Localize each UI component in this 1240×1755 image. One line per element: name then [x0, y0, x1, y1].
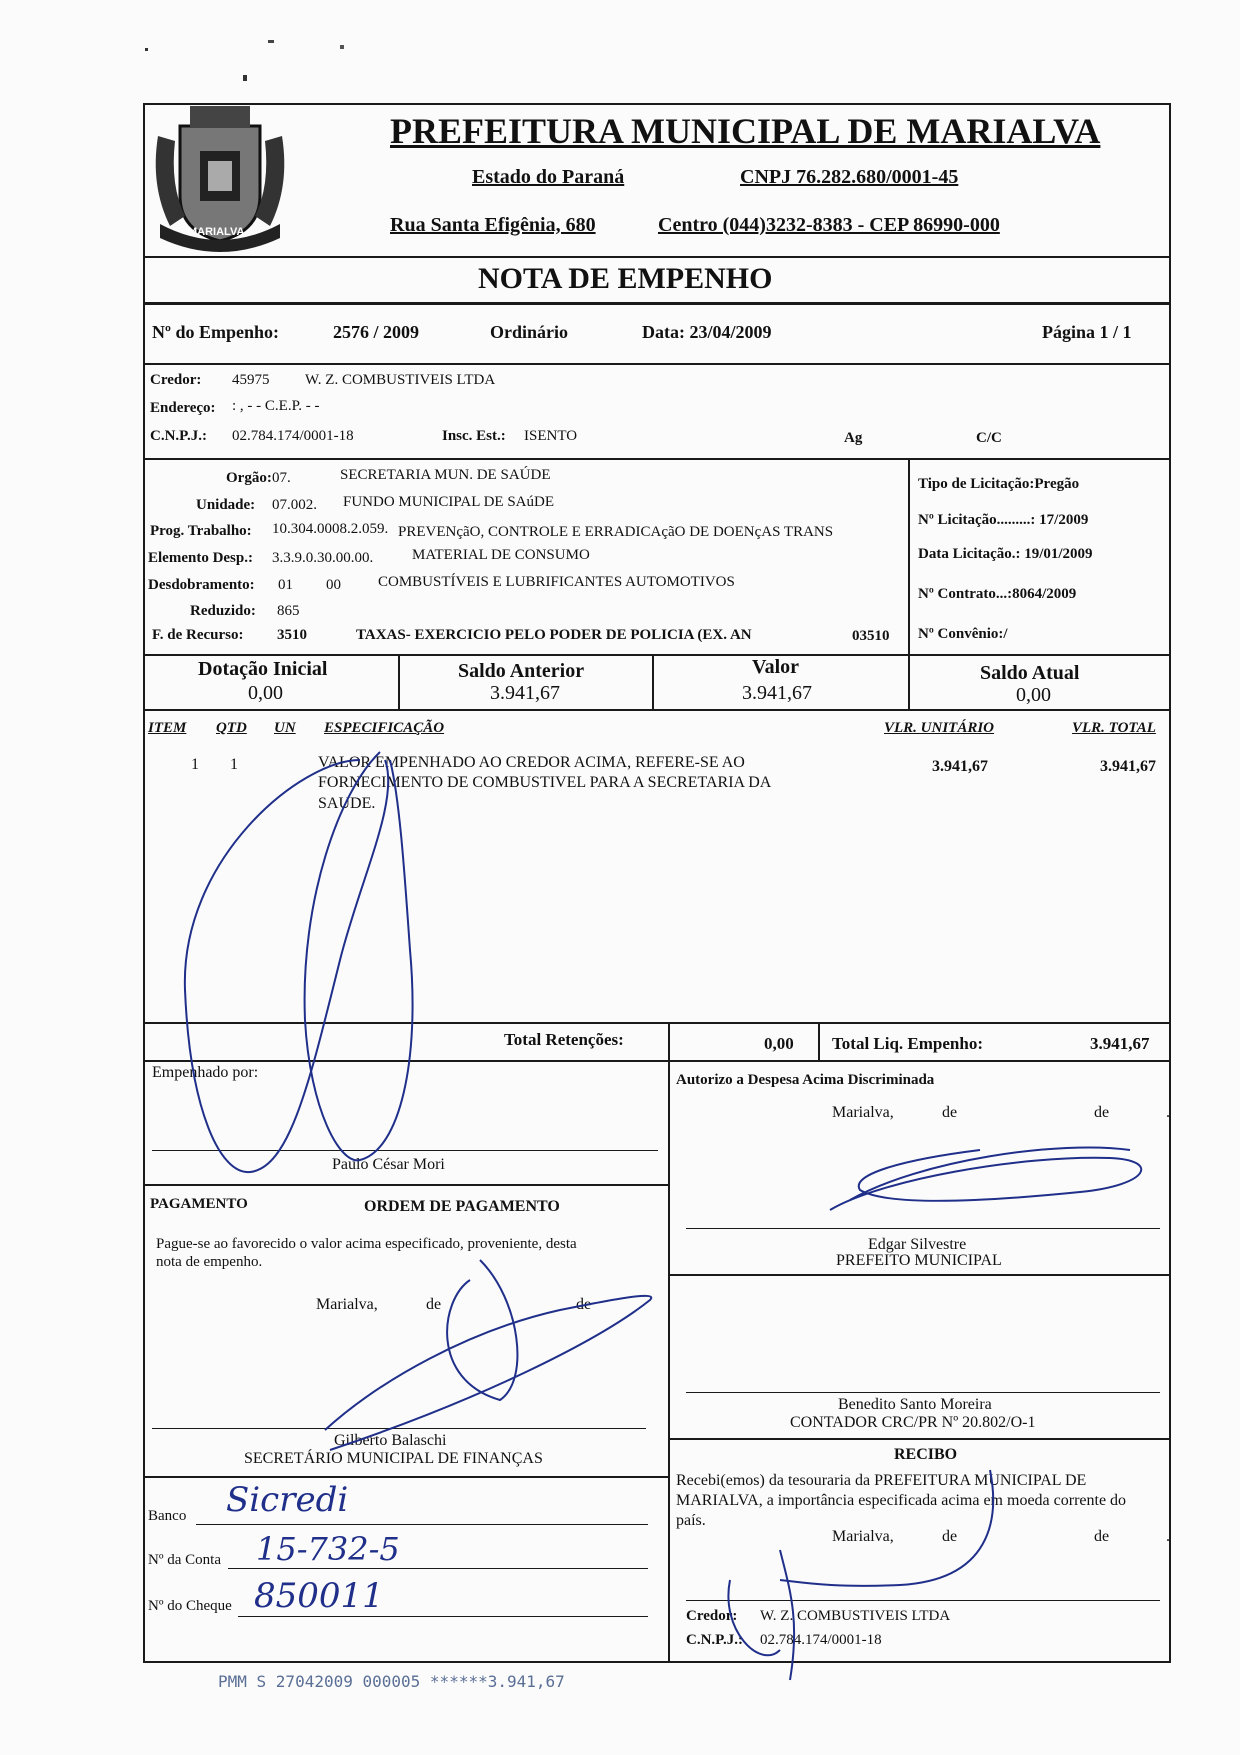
endereco-value: : , - - C.E.P. - - [232, 398, 320, 414]
conta-corrente-label: C/C [976, 430, 1002, 446]
desdobramento-label: Desdobramento: [148, 577, 255, 593]
tipo-licitacao: Tipo de Licitação:Pregão [918, 476, 1080, 492]
prog-value: PREVENçãO, CONTROLE E ERRADICAçãO DE DOENçAS TRANS [398, 524, 834, 540]
autorizo-city: Marialva, [832, 1104, 894, 1121]
desdobramento-b: 00 [326, 577, 341, 593]
saldo-atual-value: 0,00 [1016, 684, 1051, 706]
crest-ribbon-text: MARIALVA [188, 226, 245, 238]
col-valor-unitario: VLR. UNITÁRIO [884, 720, 995, 736]
prefeito-name: Edgar Silvestre [868, 1236, 967, 1253]
col-qtd: QTD [216, 720, 247, 736]
banco-handwritten: Sicredi [226, 1480, 349, 1520]
empenho-date: Data: 23/04/2009 [642, 322, 772, 342]
credor-code: 45975 [232, 372, 270, 388]
item-spec-line-3: SAUDE. [318, 795, 376, 812]
secretario-name: Gilberto Balaschi [334, 1432, 447, 1449]
fonte-code: 3510 [277, 627, 307, 643]
unidade-label: Unidade: [196, 497, 256, 513]
cnpj-credor-label: C.N.P.J.: [150, 428, 207, 444]
numero-licitacao: Nº Licitação.........: 17/2009 [918, 512, 1089, 528]
desdobramento-value: COMBUSTÍVEIS E LUBRIFICANTES AUTOMOTIVOS [378, 574, 735, 590]
cnpj-label: CNPJ 76.282.680/0001-45 [740, 166, 959, 188]
saldo-atual-label: Saldo Atual [980, 662, 1080, 684]
banco-label: Banco [148, 1508, 187, 1524]
recibo-text-1: Recebi(emos) da tesouraria da PREFEITURA MUNICIPAL DE [676, 1472, 1087, 1489]
pagamento-label: PAGAMENTO [150, 1196, 248, 1212]
conta-handwritten: 15-732-5 [256, 1530, 400, 1568]
autorizo-label: Autorizo a Despesa Acima Discriminada [676, 1072, 935, 1088]
col-un: UN [274, 720, 296, 736]
saldo-anterior-label: Saldo Anterior [458, 660, 585, 682]
recibo-text-3: país. [676, 1512, 706, 1529]
data-licitacao: Data Licitação.: 19/01/2009 [918, 546, 1093, 562]
insc-label: Insc. Est.: [442, 428, 506, 444]
pagamento-de-2: de [576, 1296, 592, 1313]
cnpj-credor-value: 02.784.174/0001-18 [232, 428, 354, 444]
secretario-role: SECRETÁRIO MUNICIPAL DE FINANÇAS [244, 1450, 543, 1467]
recibo-de-1: de [942, 1528, 958, 1545]
pagamento-de-1: de [426, 1296, 442, 1313]
cheque-label: Nº do Cheque [148, 1598, 232, 1614]
page-title: PREFEITURA MUNICIPAL DE MARIALVA [390, 111, 1101, 151]
document-title: NOTA DE EMPENHO [478, 262, 773, 295]
autorizo-de-2: de [1094, 1104, 1110, 1121]
recibo-title: RECIBO [894, 1446, 958, 1463]
col-item: ITEM [148, 720, 187, 736]
pagamento-text-2: nota de empenho. [156, 1254, 263, 1270]
col-especificacao: ESPECIFICAÇÃO [324, 720, 445, 736]
orgao-code: 07. [272, 470, 291, 486]
recibo-dot: . [1166, 1528, 1170, 1545]
recibo-city: Marialva, [832, 1528, 894, 1545]
valor-value: 3.941,67 [742, 682, 812, 704]
numero-convenio: Nº Convênio:/ [918, 626, 1008, 642]
contador-role: CONTADOR CRC/PR Nº 20.802/O-1 [790, 1414, 1036, 1431]
unidade-value: FUNDO MUNICIPAL DE SAúDE [343, 494, 554, 510]
recibo-credor-label: Credor: [686, 1608, 738, 1624]
autorizo-dot: . [1166, 1104, 1170, 1121]
empenho-type: Ordinário [490, 322, 569, 342]
dotacao-inicial-value: 0,00 [248, 682, 283, 704]
item-valor-total: 3.941,67 [1100, 758, 1156, 775]
fonte-code-2: 03510 [852, 628, 890, 644]
page-number: Página 1 / 1 [1042, 322, 1132, 342]
elemento-value: MATERIAL DE CONSUMO [412, 547, 590, 563]
numero-contrato: Nº Contrato...:8064/2009 [918, 586, 1077, 602]
total-liquido-value: 3.941,67 [1090, 1034, 1150, 1053]
elemento-label: Elemento Desp.: [148, 550, 253, 566]
pagamento-text-1: Pague-se ao favorecido o valor acima especificado, proveniente, desta [156, 1236, 577, 1252]
agencia-label: Ag [844, 430, 863, 446]
item-valor-unitario: 3.941,67 [932, 758, 988, 775]
recibo-credor-value: W. Z. COMBUSTIVEIS LTDA [760, 1608, 951, 1624]
cheque-handwritten: 850011 [254, 1576, 384, 1616]
col-valor-total: VLR. TOTAL [1072, 720, 1156, 736]
reduzido-label: Reduzido: [190, 603, 256, 619]
item-number: 1 [191, 756, 199, 773]
pagamento-city: Marialva, [316, 1296, 378, 1313]
conta-label: Nº da Conta [148, 1552, 221, 1568]
insc-value: ISENTO [524, 428, 578, 444]
desdobramento-a: 01 [278, 577, 293, 593]
prog-label: Prog. Trabalho: [150, 523, 252, 539]
recibo-text-2: MARIALVA, a importância especificada acima em moeda corrente do [676, 1492, 1127, 1509]
valor-label: Valor [752, 656, 800, 678]
empenhado-por-signer: Paulo César Mori [332, 1156, 445, 1173]
item-spec-line-2: FORNECIMENTO DE COMBUSTIVEL PARA A SECRETARIA DA [318, 774, 772, 791]
state-label: Estado do Paraná [472, 166, 625, 188]
autorizo-de-1: de [942, 1104, 958, 1121]
address-label: Rua Santa Efigênia, 680 [390, 214, 596, 236]
empenho-number: 2576 / 2009 [333, 322, 420, 342]
municipal-crest [150, 106, 290, 256]
item-spec-line-1: VALOR EMPENHADO AO CREDOR ACIMA, REFERE-SE AO [318, 754, 745, 771]
contador-name: Benedito Santo Moreira [838, 1396, 992, 1413]
reduzido-value: 865 [277, 603, 300, 619]
payment-stamp: PMM S 27042009 000005 ******3.941,67 [218, 1672, 565, 1691]
item-qtd: 1 [230, 756, 238, 773]
orgao-value: SECRETARIA MUN. DE SAÚDE [340, 467, 551, 483]
recibo-de-2: de [1094, 1528, 1110, 1545]
total-liquido-label: Total Liq. Empenho: [832, 1034, 983, 1053]
total-retencoes-label: Total Retenções: [504, 1030, 624, 1049]
address-contact-label: Centro (044)3232-8383 - CEP 86990-000 [658, 214, 1000, 236]
credor-label: Credor: [150, 372, 202, 388]
dotacao-inicial-label: Dotação Inicial [198, 658, 328, 680]
empenho-number-label: Nº do Empenho: [152, 322, 279, 342]
ordem-pagamento-label: ORDEM DE PAGAMENTO [364, 1198, 560, 1215]
credor-name: W. Z. COMBUSTIVEIS LTDA [305, 372, 496, 388]
saldo-anterior-value: 3.941,67 [490, 682, 560, 704]
unidade-code: 07.002. [272, 497, 317, 513]
orgao-label: Orgão: [226, 470, 272, 486]
fonte-value: TAXAS- EXERCICIO PELO PODER DE POLICIA (EX. AN [356, 627, 752, 643]
prog-code: 10.304.0008.2.059. [272, 521, 389, 537]
endereco-label: Endereço: [150, 400, 216, 416]
total-retencoes-value: 0,00 [764, 1034, 794, 1053]
prefeito-role: PREFEITO MUNICIPAL [836, 1252, 1002, 1269]
empenhado-por-label: Empenhado por: [152, 1064, 259, 1081]
recibo-cnpj-label: C.N.P.J.: [686, 1632, 743, 1648]
fonte-label: F. de Recurso: [152, 627, 244, 643]
recibo-cnpj-value: 02.784.174/0001-18 [760, 1632, 882, 1648]
elemento-code: 3.3.9.0.30.00.00. [272, 550, 374, 566]
